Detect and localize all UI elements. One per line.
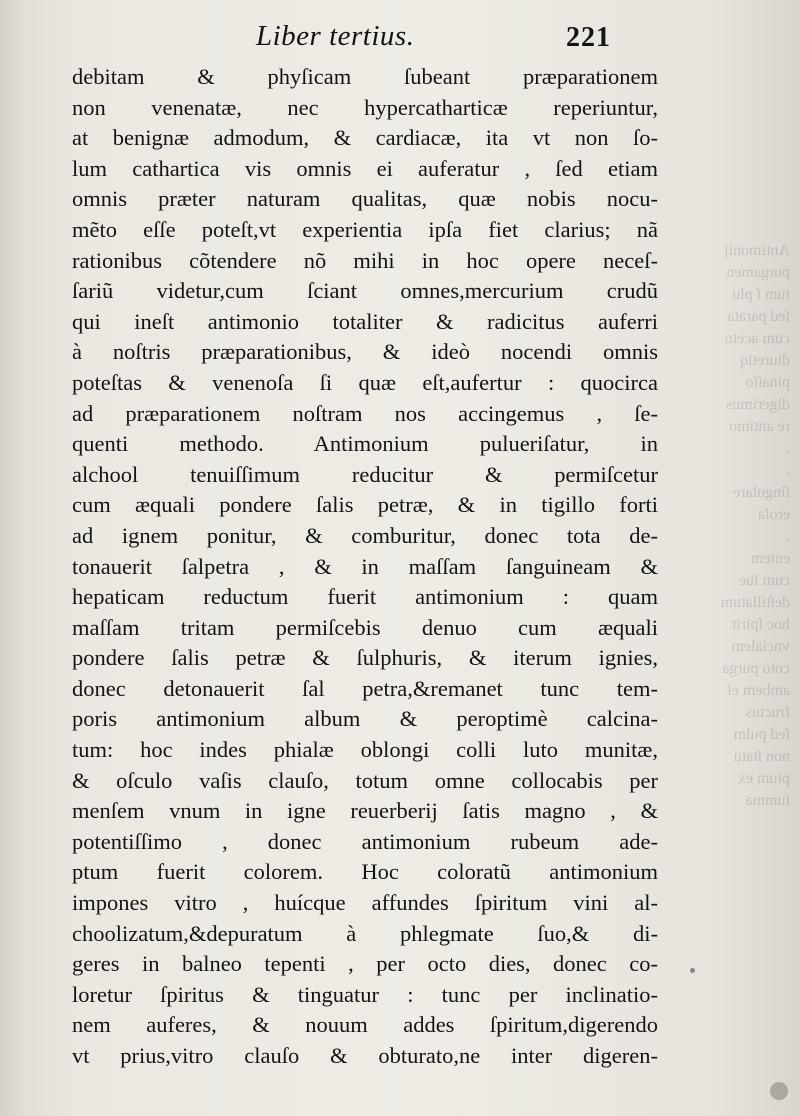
paper-speck <box>770 1082 788 1100</box>
running-title: Liber tertius. <box>256 20 415 52</box>
text-line: geres in balneo tepenti , per octo dies, donec co- <box>72 951 658 977</box>
text-line: poris antimonium album & peroptimè calcina- <box>72 706 658 732</box>
text-line: ad ignem ponitur, & comburitur, donec tota de- <box>72 522 658 548</box>
bleed-through-text: Antimonij purgamen tum ſ plu ſed parata cum aceto diuretiq pinaſſo digerimus re antimo . . ſingulare eroſa . entem cum ſue deſtillatum hoc ſpirit vncialem coto purga ambem eſ fructus ſed pulm non ſtatu pium ex ſumma <box>720 242 790 809</box>
text-line: qui ineſt antimonio totaliter & radicitus auferri <box>72 308 658 334</box>
text-line: vt prius,vitro clauſo & obturato,ne inter digeren- <box>72 1043 658 1068</box>
text-line: mẽto eſſe poteſt,vt experientia ipſa fiet clarius; nã <box>72 216 658 242</box>
text-line: donec detonauerit ſal petra,&remanet tunc tem- <box>72 675 658 701</box>
text-line: & oſculo vaſis clauſo, totum omne collocabis per <box>72 767 658 793</box>
text-line: lum cathartica vis omnis ei auferatur , ſed etiam <box>72 155 658 181</box>
text-line: loretur ſpiritus & tinguatur : tunc per inclinatio- <box>72 981 658 1007</box>
body-text <box>72 62 658 1072</box>
text-line: rationibus cõtendere nõ mihi in hoc opere neceſ- <box>72 247 658 273</box>
text-line: poteſtas & venenoſa ſi quæ eſt,aufertur : quocirca <box>72 369 658 395</box>
page-header <box>0 14 800 58</box>
text-line: non venenatæ, nec hypercatharticæ reperiuntur, <box>72 94 658 120</box>
paper-speck <box>690 968 695 973</box>
text-line: alchool tenuiſſimum reducitur & permiſcetur <box>72 461 658 487</box>
text-line: choolizatum,&depuratum à phlegmate ſuo,& di- <box>72 920 658 946</box>
text-line: nem auferes, & nouum addes ſpiritum,digerendo <box>72 1012 658 1038</box>
text-line: pondere ſalis petræ & ſulphuris, & iterum ignies, <box>72 645 658 671</box>
page-number: 221 <box>566 22 611 53</box>
text-line: à noſtris præparationibus, & ideò nocendi omnis <box>72 339 658 365</box>
text-line: quenti methodo. Antimonium pulueriſatur, in <box>72 431 658 457</box>
text-line: maſſam tritam permiſcebis denuo cum æquali <box>72 614 658 640</box>
text-line: potentiſſimo , donec antimonium rubeum ade- <box>72 828 658 854</box>
text-line: debitam & phyſicam ſubeant præparationem <box>72 64 658 89</box>
text-line: tonauerit ſalpetra , & in maſſam ſanguineam & <box>72 553 658 579</box>
text-line: impones vitro , huícque affundes ſpiritum vini al- <box>72 890 658 916</box>
text-line: cum æquali pondere ſalis petræ, & in tigillo forti <box>72 492 658 518</box>
text-line: menſem vnum in igne reuerberij ſatis magno , & <box>72 798 658 824</box>
text-line: omnis præter naturam qualitas, quæ nobis nocu- <box>72 186 658 212</box>
text-line: at benignæ admodum, & cardiacæ, ita vt non ſo- <box>72 125 658 151</box>
text-line: hepaticam reductum fuerit antimonium : quam <box>72 584 658 610</box>
text-line: ſariũ videtur,cum ſciant omnes,mercurium crudũ <box>72 278 658 304</box>
text-line: tum: hoc indes phialæ oblongi colli luto munitæ, <box>72 737 658 763</box>
text-line: ad præparationem noſtram nos accingemus , ſe- <box>72 400 658 426</box>
text-line: ptum fuerit colorem. Hoc coloratũ antimonium <box>72 859 658 885</box>
